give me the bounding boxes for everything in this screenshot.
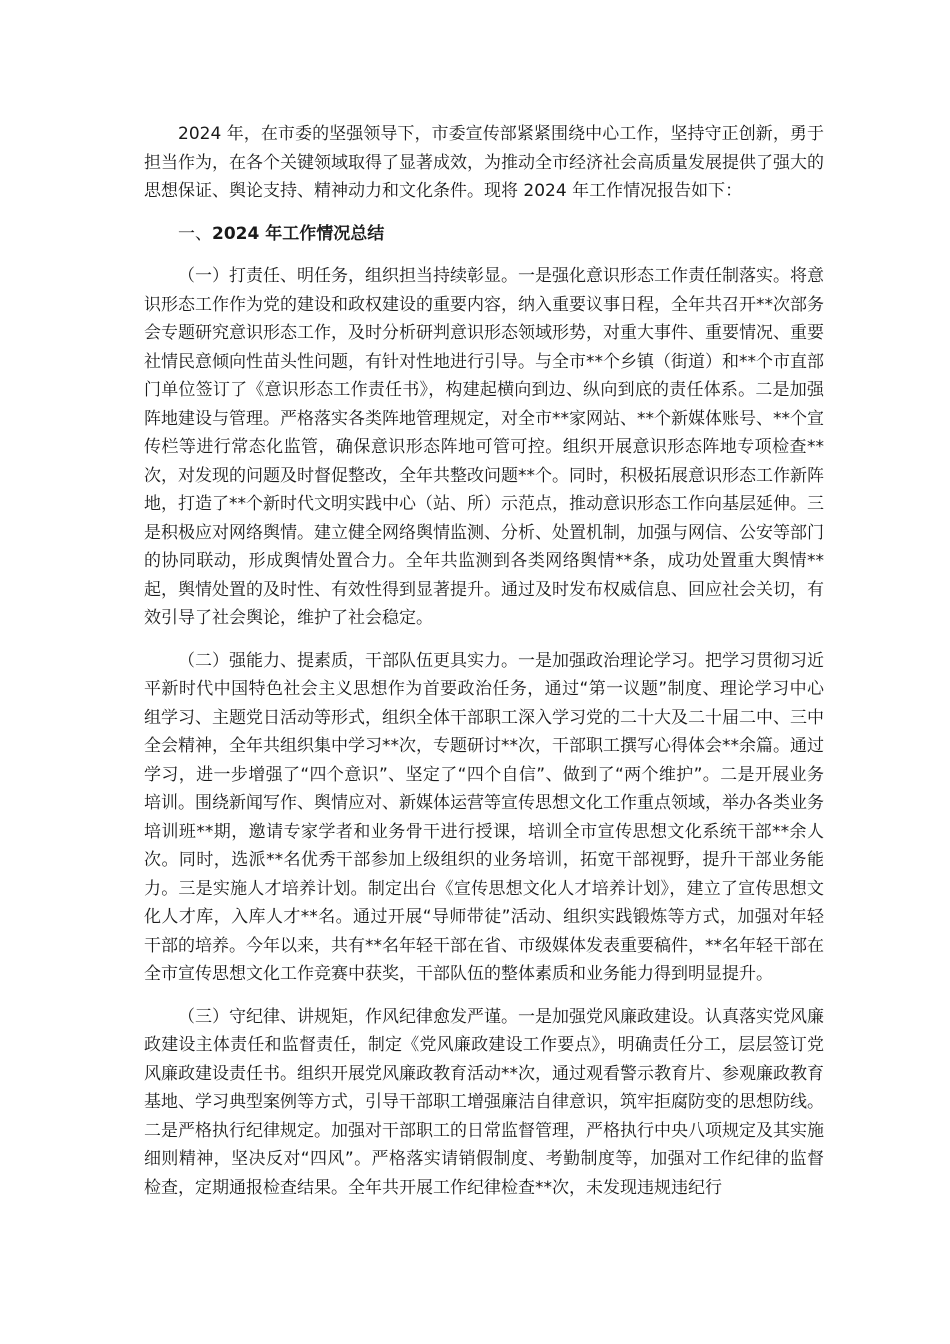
- section-heading: [144, 220, 824, 249]
- paragraph-2: （二）强能力、提素质，干部队伍更具实力。一是加强政治理论学习。把学习贯彻习近平新时代中国特色社会主义思想作为首要政治任务，通过“第一议题”制度、理论学习中心组学习、主题党日活动等形式，组织全体干部职工深入学习党的二十大及二十届二中、三中全会精神，全年共组织集中学习**次，专题研讨**次，干部职工撰写心得体会**余篇。通过学习，进一步增强了“四个意识”、坚定了“四个自信”、做到了“两个维护”。二是开展业务培训。围绕新闻写作、舆情应对、新媒体运营等宣传思想文化工作重点领域，举办各类业务培训班**期，邀请专家学者和业务骨干进行授课，培训全市宣传思想文化系统干部**余人次。同时，选派**名优秀干部参加上级组织的业务培训，拓宽干部视野，提升干部业务能力。三是实施人才培养计划。制定出台《宣传思想文化人才培养计划》，建立了宣传思想文化人才库，入库人才**名。通过开展“导师带徒”活动、组织实践锻炼等方式，加强对年轻干部的培养。今年以来，共有**名年轻干部在省、市级媒体发表重要稿件，**名年轻干部在全市宣传思想文化工作竞赛中获奖，干部队伍的整体素质和业务能力得到明显提升。: [144, 650, 824, 984]
- paragraph-1: （一）打责任、明任务，组织担当持续彰显。一是强化意识形态工作责任制落实。将意识形态工作作为党的建设和政权建设的重要内容，纳入重要议事日程，全年共召开**次部务会专题研究意识形态工作，及时分析研判意识形态领域形势，对重大事件、重要情况、重要社情民意倾向性苗头性问题，有针对性地进行引导。与全市**个乡镇（街道）和**个市直部门单位签订了《意识形态工作责任书》，构建起横向到边、纵向到底的责任体系。二是加强阵地建设与管理。严格落实各类阵地管理规定，对全市**家网站、**个新媒体账号、**个宣传栏等进行常态化监管，确保意识形态阵地可管可控。组织开展意识形态阵地专项检查**次，对发现的问题及时督促整改，全年共整改问题**个。同时，积极拓展意识形态工作新阵地，打造了**个新时代文明实践中心（站、所）示范点，推动意识形态工作向基层延伸。三是积极应对网络舆情。建立健全网络舆情监测、分析、处置机制，加强与网信、公安等部门的协同联动，形成舆情处置合力。全年共监测到各类网络舆情**条，成功处置重大舆情**起，舆情处置的及时性、有效性得到显著提升。通过及时发布权威信息、回应社会关切，有效引导了社会舆论，维护了社会稳定。: [144, 266, 824, 628]
- intro-paragraph: 2024 年，在市委的坚强领导下，市委宣传部紧紧围绕中心工作，坚持守正创新，勇于担当作为，在各个关键领域取得了显著成效，为推动全市经济社会高质量发展提供了强大的思想保证、舆论支持、精神动力和文化条件。现将 2024 年工作情况报告如下：: [144, 124, 824, 201]
- section-heading-title: 2024 年工作情况总结: [212, 223, 385, 244]
- document-page: [144, 120, 824, 1216]
- paragraph-3: （三）守纪律、讲规矩，作风纪律愈发严谨。一是加强党风廉政建设。认真落实党风廉政建设主体责任和监督责任，制定《党风廉政建设工作要点》，明确责任分工，层层签订党风廉政建设责任书。组织开展党风廉政教育活动**次，通过观看警示教育片、参观廉政教育基地、学习典型案例等方式，引导干部职工增强廉洁自律意识，筑牢拒腐防变的思想防线。二是严格执行纪律规定。加强对干部职工的日常监督管理，严格执行中央八项规定及其实施细则精神，坚决反对“四风”。严格落实请销假制度、考勤制度等，加强对工作纪律的监督检查，定期通报检查结果。全年共开展工作纪律检查**次，未发现违规违纪行: [144, 1006, 824, 1198]
- section-heading-prefix: 一、: [178, 223, 212, 244]
